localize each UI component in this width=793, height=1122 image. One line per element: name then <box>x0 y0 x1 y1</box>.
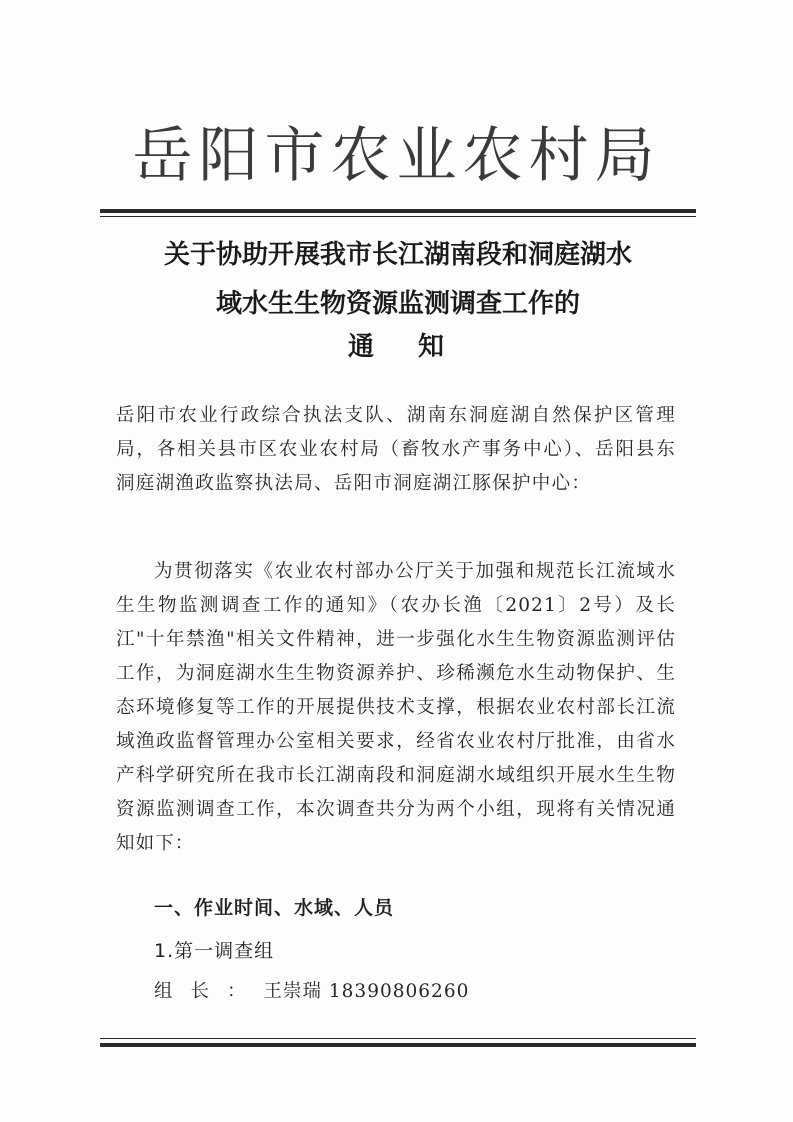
notice-title-line-3: 通知 <box>347 332 488 362</box>
notice-title-line-2: 域水生生物资源监测调查工作的 <box>215 289 580 319</box>
section-heading-1: 一、作业时间、水域、人员 <box>154 897 395 919</box>
recipients-paragraph: 岳阳市农业行政综合执法支队、湖南东洞庭湖自然保护区管理局，各相关县市区农业农村局（畜牧水产事务中心）、岳阳县东洞庭湖渔政监察执法局、岳阳市洞庭湖江豚保护中心： <box>116 405 676 494</box>
notice-title-line-1: 关于协助开展我市长江湖南段和洞庭湖水 <box>163 240 632 270</box>
header-rule-thin <box>100 216 696 217</box>
agency-masthead: 岳阳市农业农村局 <box>132 121 661 191</box>
group-leader-value: 王崇瑞 18390806260 <box>263 981 470 1002</box>
body-paragraph-1: 为贯彻落实《农业农村部办公厅关于加强和规范长江流域水生生物监测调查工作的通知》（农办长渔〔2021〕2号）及长江"十年禁渔"相关文件精神，进一步强化水生生物资源监测评估工作，为洞庭湖水生生物资源养护、珍稀濒危水生动物保护、生态环境修复等工作的开展提供技术支撑，根据农业农村部长江流域渔政监督管理办公室相关要求，经省农业农村厅批准，由省水产科学研究所在我市长江湖南段和洞庭湖水域组织开展水生生物资源监测调查工作，本次调查共分为两个小组，现将有关情况通知如下： <box>116 561 676 854</box>
footer-rule-thin <box>100 1038 696 1039</box>
footer-rule-thick <box>100 1043 696 1047</box>
subsection-heading-1: 1.第一调查组 <box>154 940 275 962</box>
header-rule-thick <box>100 209 696 213</box>
group-leader-label: 组长： <box>154 981 264 1002</box>
group-leader-line <box>154 977 469 1003</box>
